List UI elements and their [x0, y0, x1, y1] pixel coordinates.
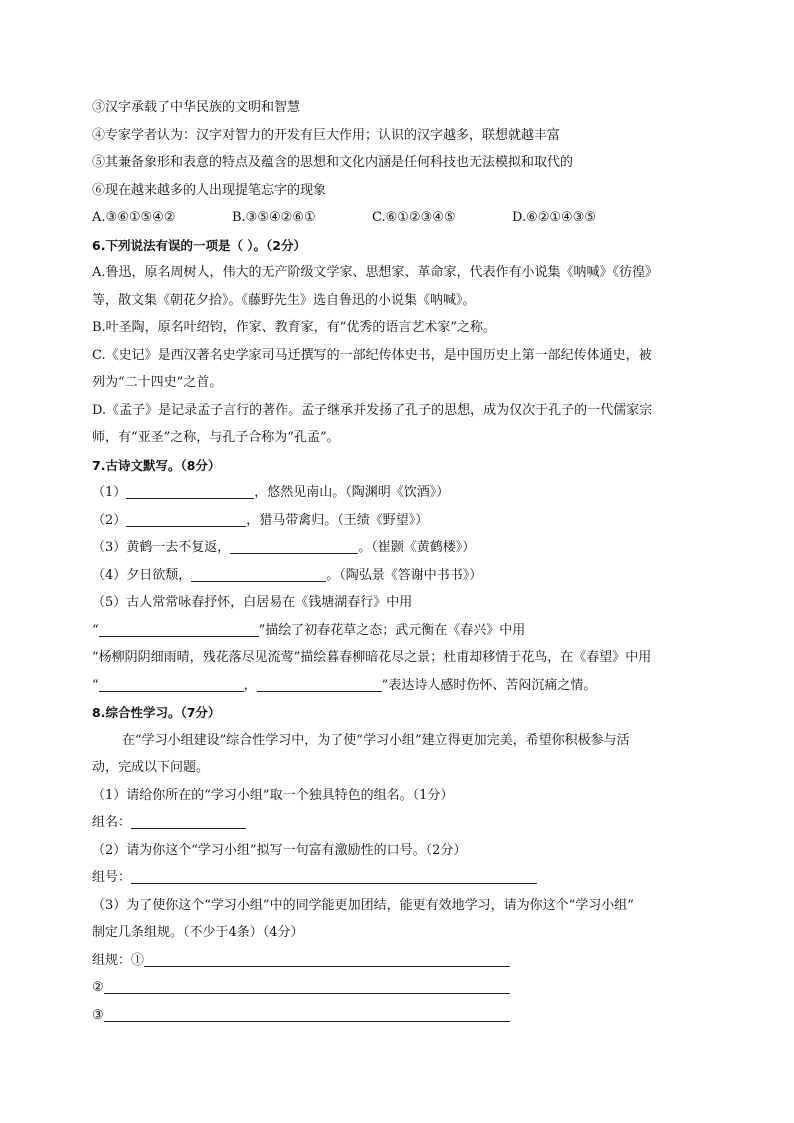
q7-item-5-line3: “杨柳阴阴细雨晴，残花落尽见流莺”描绘暮春柳暗花尽之景；杜甫却移情于花鸟，在《春望》中用	[92, 650, 652, 665]
rule-2-label: ②	[92, 980, 104, 995]
q7-blank-4[interactable]	[191, 565, 326, 582]
comma: ，	[243, 677, 257, 693]
rule-blank-1[interactable]	[144, 950, 510, 967]
q7-blank-5[interactable]	[99, 620, 259, 637]
q8-rule-2	[92, 974, 718, 1002]
q8-part2: （2）请为你这个“学习小组”拟写一句富有激励性的口号。（2分）	[92, 842, 467, 858]
q7-item-4-suffix: 。（陶弘景《答谢中书书》）	[326, 567, 483, 583]
q7-item-3-prefix: （3）黄鹤一去不复返，	[92, 540, 231, 555]
q7-item-5-line4	[92, 672, 718, 700]
slogan-label: 组号：	[92, 870, 132, 885]
q7-item-2-suffix: ，猎马带禽归。（王绩《野望》）	[246, 512, 429, 528]
open-quote: “	[92, 677, 99, 693]
q7-item-1-prefix: （1）	[92, 485, 127, 500]
open-quote: “	[92, 622, 99, 638]
rules-label: 组规：①	[92, 952, 145, 968]
q5-options	[92, 204, 718, 232]
q7-item-1-suffix: ，悠然见南山。（陶渊明《饮酒》）	[254, 485, 450, 500]
rule-3-label: ③	[92, 1007, 104, 1023]
q8-part3-line1: （3）为了使你这个“学习小组”中的同学能更加团结，能更有效地学习，请为你这个“学习小组”	[92, 897, 634, 913]
sentence-item-3: ③汉字承载了中华民族的文明和智慧	[92, 100, 301, 115]
q6-option-c-line1: C.《史记》是西汉著名史学家司马迁撰写的一部纪传体史书，是中国历史上第一部纪传体通史，被	[92, 347, 652, 363]
q7-item-4-prefix: （4）夕日欲颓，	[92, 567, 192, 583]
q6-option-a-line1: A.鲁迅，原名周树人，伟大的无产阶级文学家、思想家、革命家，代表作有小说集《呐喊》《彷徨》	[92, 265, 659, 280]
q7-item-5-line2	[92, 617, 718, 645]
q7-item-3-suffix: 。（崔颢《黄鹤楼》）	[358, 540, 476, 555]
q6-option-d-line2: 师，有“亚圣”之称，与孔子合称为“孔孟”。	[92, 430, 340, 445]
group-name-blank[interactable]	[131, 812, 246, 829]
q8-rule-1	[92, 947, 718, 975]
q7-item-2-prefix: （2）	[92, 512, 127, 528]
q7-blank-1[interactable]	[126, 482, 254, 499]
sentence-item-4: ④专家学者认为：汉字对智力的开发有巨大作用；认识的汉字越多，联想就越丰富	[92, 127, 561, 143]
q8-intro-line1: 在“学习小组建设”综合性学习中，为了使“学习小组”建立得更加完美，希望你积极参与活	[122, 732, 630, 748]
sentence-item-6: ⑥现在越来越多的人出现提笔忘字的现象	[92, 182, 327, 198]
q7-item-1	[92, 479, 718, 507]
q8-title: 8.综合性学习。（7分）	[92, 705, 221, 720]
q7-item-5-line2-suffix: ”描绘了初春花草之态；武元衡在《春兴》中用	[258, 622, 526, 638]
q6-title: 6.下列说法有误的一项是（ ）。（2分）	[92, 237, 306, 253]
q8-part1: （1）请给你所在的“学习小组”取一个独具特色的组名。（1分）	[92, 787, 454, 803]
q8-part3-line2: 制定几条组规。（不少于4条）（4分）	[92, 925, 304, 940]
q8-part2-answer	[92, 864, 718, 892]
q8-part1-answer	[92, 809, 718, 837]
q7-item-2	[92, 507, 718, 535]
sentence-item-5: ⑤其兼备象形和表意的特点及蕴含的思想和文化内涵是任何科技也无法模拟和取代的	[92, 155, 574, 170]
q7-item-3	[92, 534, 718, 562]
q7-blank-7[interactable]	[257, 675, 382, 692]
q7-blank-3[interactable]	[230, 537, 358, 554]
q6-option-d-line1: D.《孟子》是记录孟子言行的著作。孟子继承并发扬了孔子的思想，成为仅次于孔子的一代儒家宗	[92, 402, 653, 418]
q5-option-d[interactable]: D.⑥②①④③⑤	[512, 210, 597, 225]
q5-option-c[interactable]: C.⑥①②③④⑤	[372, 210, 456, 225]
q7-title: 7.古诗文默写。（8分）	[92, 457, 221, 473]
q7-blank-6[interactable]	[99, 675, 244, 692]
q5-option-b[interactable]: B.③⑤④②⑥①	[232, 210, 316, 225]
rule-blank-3[interactable]	[104, 1005, 510, 1022]
q7-item-5-line4-suffix: ”表达诗人感时伤怀、苦闷沉痛之情。	[381, 677, 597, 693]
slogan-blank[interactable]	[131, 867, 537, 884]
q7-item-4	[92, 562, 718, 590]
q7-blank-2[interactable]	[126, 510, 246, 527]
q8-rule-3	[92, 1002, 718, 1030]
group-name-label: 组名：	[92, 815, 132, 830]
q6-option-c-line2: 列为“二十四史”之首。	[92, 375, 223, 390]
q8-intro-line2: 动，完成以下问题。	[92, 760, 210, 775]
q6-option-a-line2: 等，散文集《朝花夕拾》。《藤野先生》选自鲁迅的小说集《呐喊》。	[92, 292, 476, 308]
q7-item-5: （5）古人常常咏春抒怀，白居易在《钱塘湖春行》中用	[92, 595, 413, 610]
q5-option-a[interactable]: A.③⑥①⑤④②	[92, 210, 176, 225]
exam-page	[92, 94, 718, 1029]
rule-blank-2[interactable]	[104, 977, 510, 994]
q6-option-b: B.叶圣陶，原名叶绍钧，作家、教育家，有“优秀的语言艺术家”之称。	[92, 320, 496, 335]
